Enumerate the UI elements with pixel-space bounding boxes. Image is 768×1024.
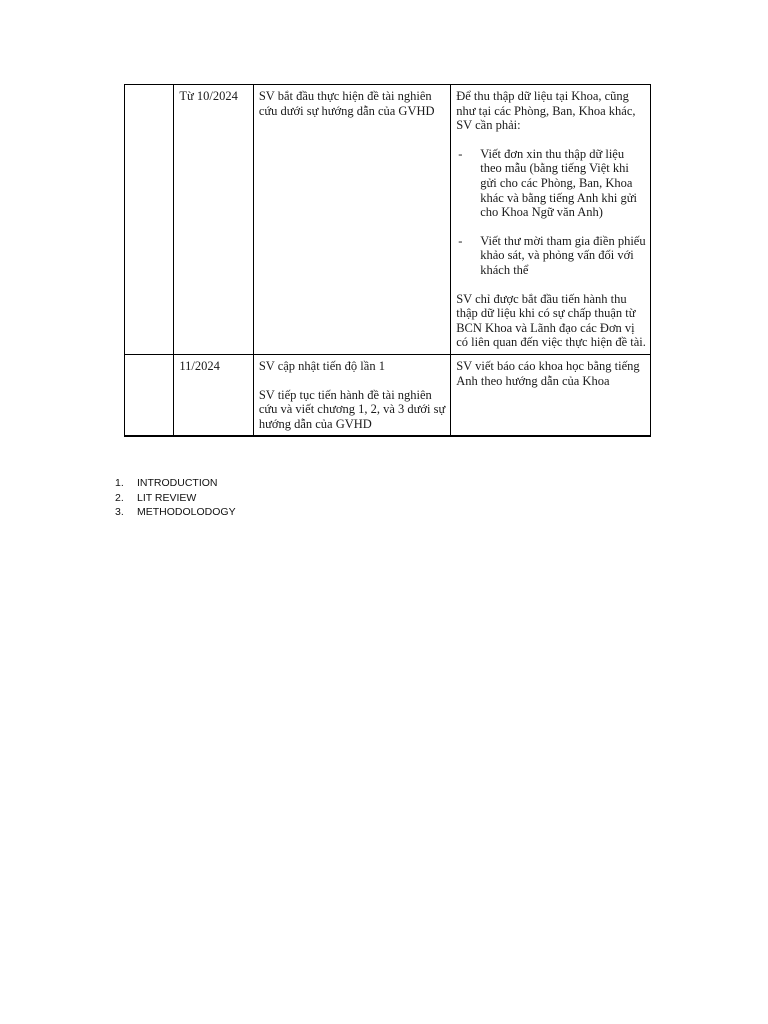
activity-text: SV tiếp tục tiến hành đề tài nghiên cứu và viết chương 1, 2, và 3 dưới sự hướng dẫn của GVHD (258, 387, 446, 431)
note-item-text: Viết đơn xin thu thập dữ liệu theo mẫu (bằng tiếng Việt khi gửi cho các Phòng, Ban, Khoa khác và bằng tiếng Anh khi gửi cho Khoa Ngữ văn Anh) (480, 146, 637, 220)
note-list (456, 147, 646, 278)
list-item (456, 147, 646, 220)
list-number: 1. (115, 477, 124, 489)
time-label: Từ 10/2024 (179, 89, 238, 103)
list-label: LIT REVIEW (137, 491, 197, 504)
activity-text: SV cập nhật tiến độ lần 1 (258, 358, 385, 373)
table-cell-activity (253, 354, 450, 436)
outline-list (115, 476, 236, 520)
table-cell-note (451, 85, 651, 355)
table-cell-empty (125, 85, 174, 355)
table-row (125, 354, 651, 436)
table-cell-time (174, 85, 254, 355)
note-item-text: Viết thư mời tham gia điền phiếu khảo sát, và phỏng vấn đối với khách thể (480, 233, 646, 277)
list-item (115, 505, 236, 520)
schedule-table (124, 84, 651, 437)
table-cell-activity (253, 85, 450, 355)
list-number: 2. (115, 491, 124, 504)
list-item (456, 234, 646, 278)
dash-bullet: - (458, 146, 463, 161)
table-cell-time (174, 354, 254, 436)
table-cell-note (451, 354, 651, 436)
list-label: METHODOLODOGY (137, 506, 236, 518)
activity-text: SV bắt đầu thực hiện đề tài nghiên cứu dưới sự hướng dẫn của GVHD (258, 89, 435, 118)
dash-bullet: - (458, 233, 463, 248)
list-number: 3. (115, 506, 124, 518)
list-item (115, 491, 236, 506)
table-cell-empty (125, 354, 174, 436)
list-item (115, 476, 236, 491)
note-intro: Để thu thập dữ liệu tại Khoa, cũng như tại các Phòng, Ban, Khoa khác, SV cần phải: (456, 89, 636, 133)
table-row (125, 85, 651, 355)
time-label: 11/2024 (179, 358, 220, 373)
list-label: INTRODUCTION (137, 477, 218, 489)
note-intro: SV viết báo cáo khoa học bằng tiếng Anh theo hướng dẫn của Khoa (456, 358, 640, 388)
note-outro: SV chỉ được bắt đầu tiến hành thu thập dữ liệu khi có sự chấp thuận từ BCN Khoa và Lãnh đạo các Đơn vị có liên quan đến việc thực hiện đề tài. (456, 291, 646, 350)
